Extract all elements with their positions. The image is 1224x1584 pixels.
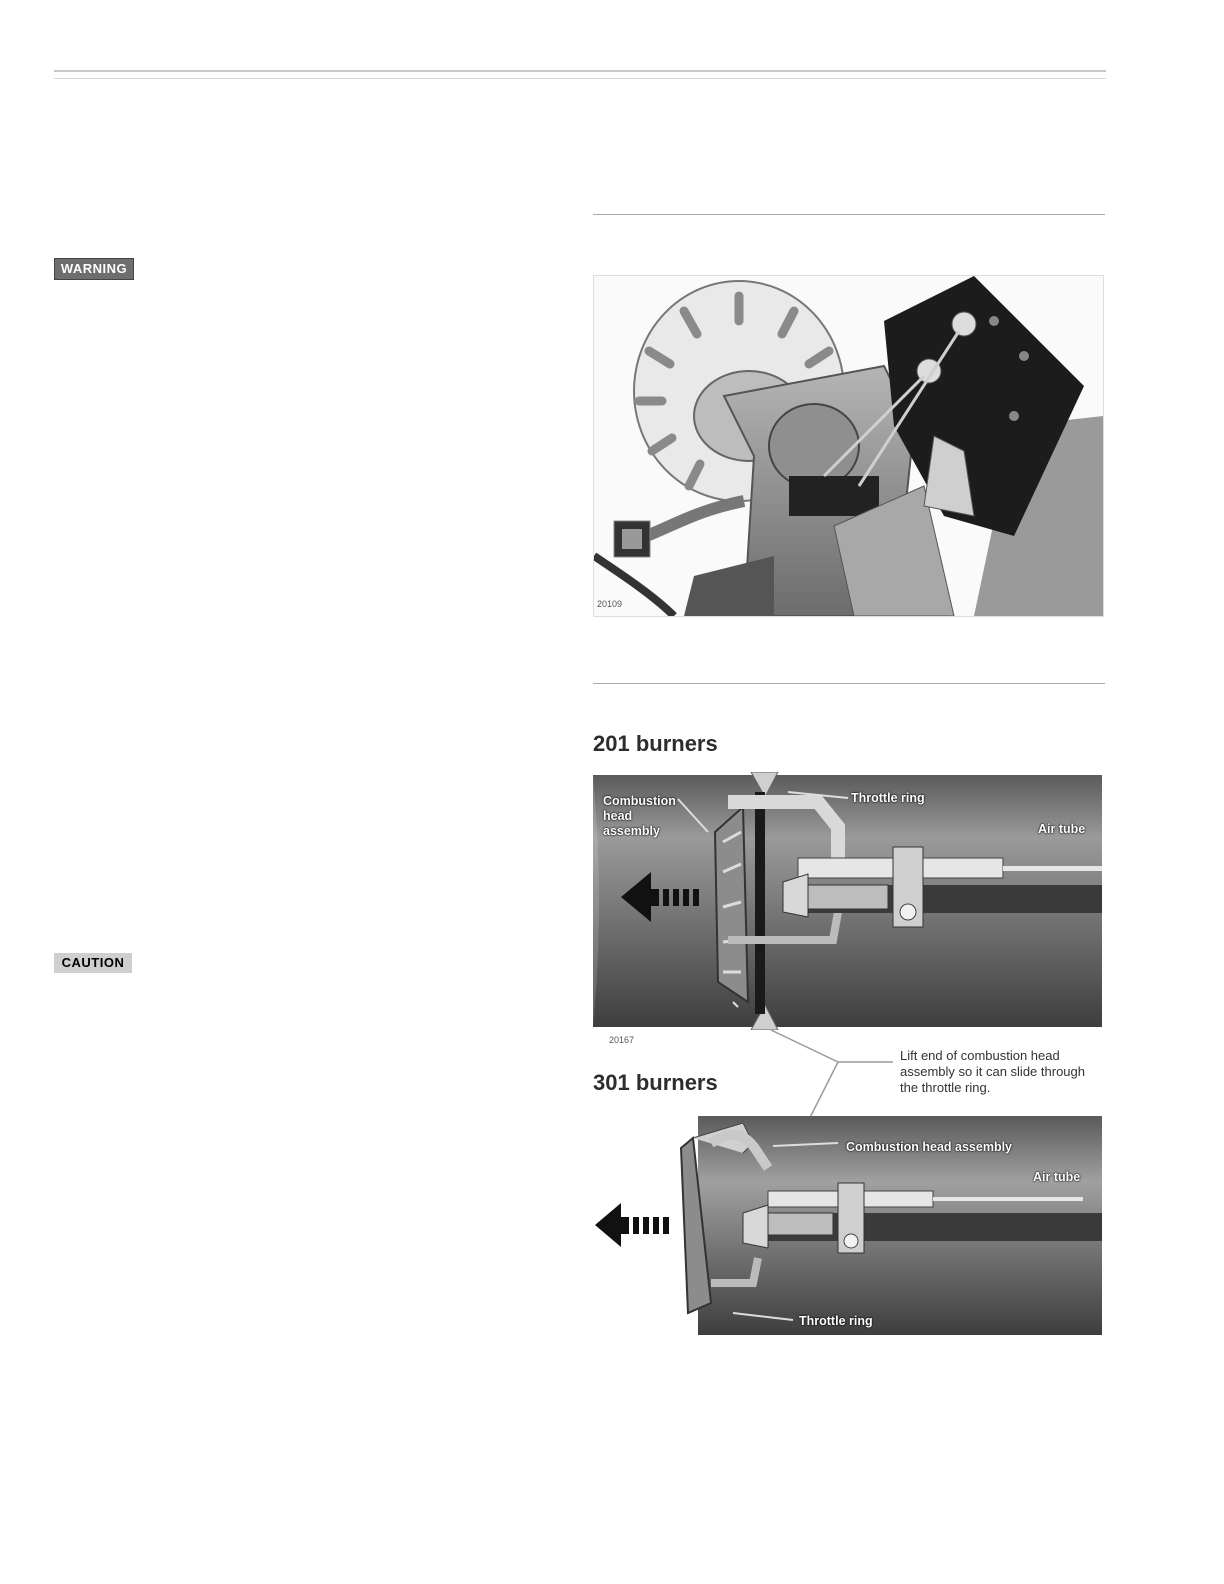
section-rule-2 [593, 683, 1105, 684]
label-air-tube-301: Air tube [1033, 1170, 1081, 1184]
caution-badge: CAUTION [54, 953, 132, 973]
header-rule [54, 70, 1106, 79]
heading-201-burners: 201 burners [593, 731, 718, 756]
label-air-tube-201: Air tube [1038, 822, 1086, 836]
diagram-301-burners [593, 1113, 1102, 1335]
diagram-201-figure-number: 20167 [609, 1035, 635, 1045]
label-combustion-head-assembly-201: Combustion head assembly [603, 794, 676, 838]
diagram-201-burners [593, 772, 1102, 1030]
label-combustion-head-assembly-301: Combustion head assembly [846, 1140, 1013, 1154]
section-rule-1 [593, 214, 1105, 215]
label-throttle-ring-301: Throttle ring [799, 1314, 873, 1328]
heading-301-burners: 301 burners [593, 1070, 718, 1095]
warning-badge: WARNING [54, 258, 134, 280]
burner-photo [593, 275, 1104, 617]
photo-figure-number: 20109 [597, 599, 623, 609]
lift-note: Lift end of combustion head assembly so it can slide through the throttle ring. [900, 1048, 1085, 1095]
label-throttle-ring-201: Throttle ring [851, 791, 925, 805]
